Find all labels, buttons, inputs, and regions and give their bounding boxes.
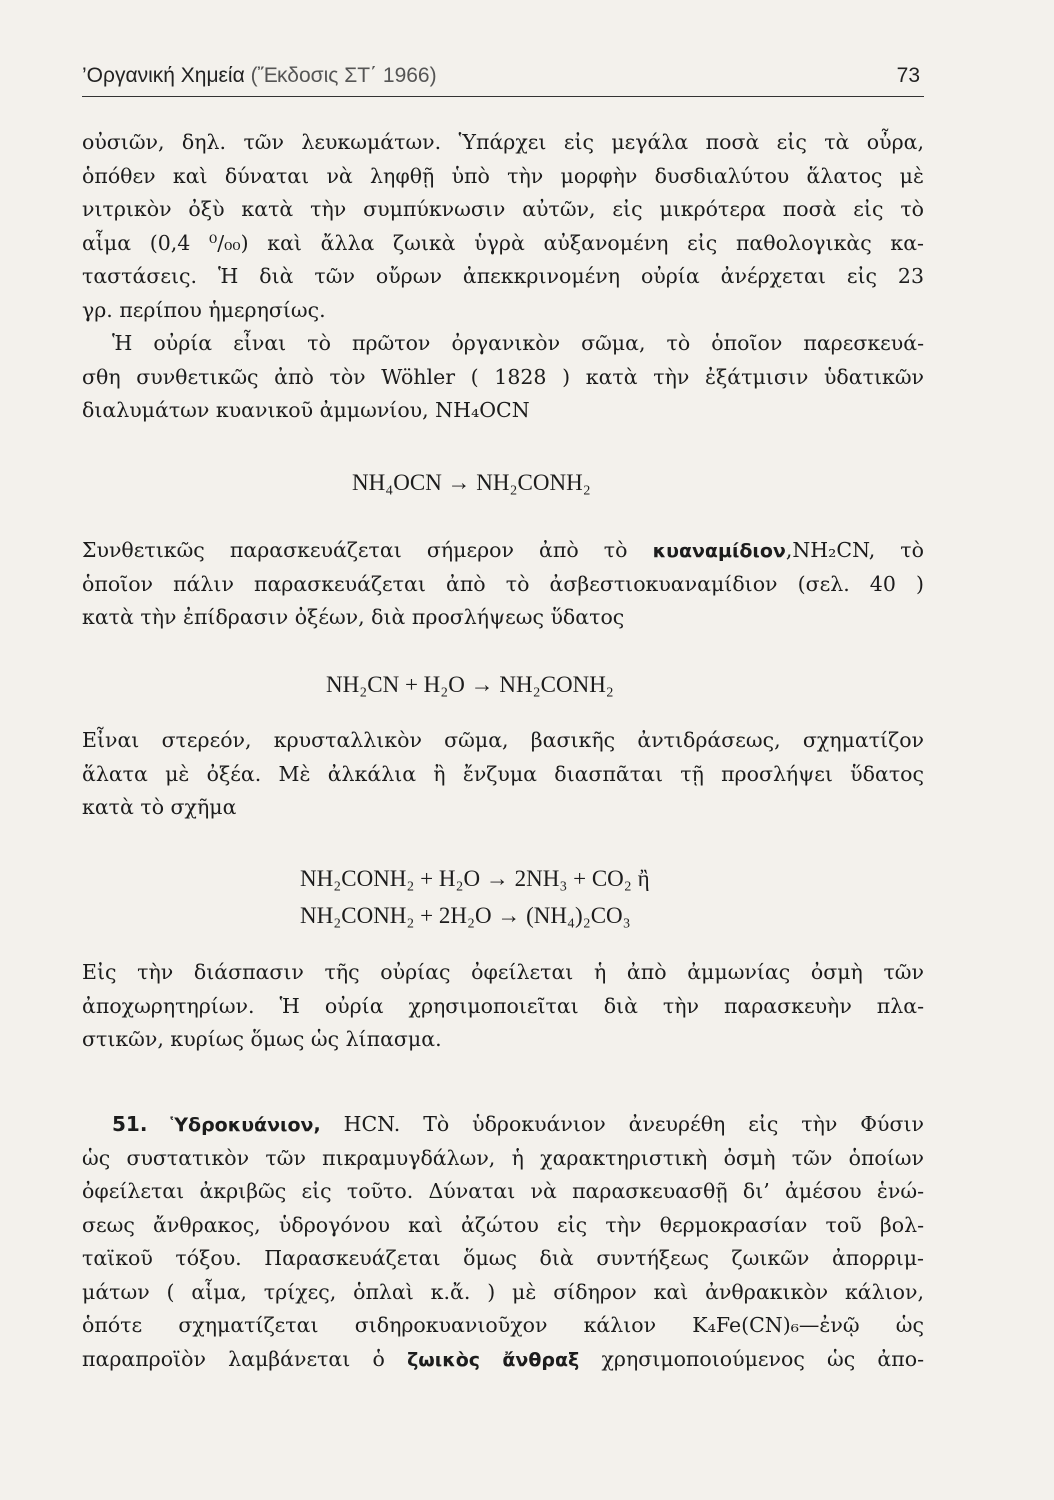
paragraph-4: [82, 724, 924, 825]
text-line: κατὰ τὸ σχῆμα: [82, 795, 237, 819]
section-heading-line: [82, 1108, 924, 1142]
section-formula: HCN.: [343, 1112, 401, 1136]
text-line: στικῶν, κυρίως ὅμως ὡς λίπασμα.: [82, 1027, 442, 1051]
book-title: ’Οργανική Χημεία: [82, 64, 245, 87]
text-line: γρ. περίπου ἡμερησίως.: [82, 297, 326, 322]
equation-1: NH₄OCN → NH₂CONH₂: [352, 470, 591, 495]
text-line: οὐσιῶν, δηλ. τῶν λευκωμάτων. Ὑπάρχει εἰς μεγάλα ποσὰ εἰς τὰ οὖρα,: [82, 130, 924, 154]
running-header: [82, 62, 924, 97]
equation-2: NH₂CN + H₂O → NH₂CONH₂: [326, 672, 614, 697]
text-line: ὁπότε σχηματίζεται σιδηροκυανιοῦχον κάλιον K₄Fe(CN)₆—ἐνῷ ὡς: [82, 1313, 924, 1337]
text-line: ταστάσεις. Ἡ διὰ τῶν οὔρων ἀπεκκρινομένη οὐρία ἀνέρχεται εἰς 23: [82, 264, 924, 288]
text-line: αἷμα (0,4 ⁰/₀₀) καὶ ἄλλα ζωικὰ ὑγρὰ αὐξανομένη εἰς παθολογικὰς κα-: [82, 230, 924, 255]
text-span: χρησιμοποιούμενος ὡς ἀπο-: [601, 1346, 924, 1371]
section-title: Ὑδροκυάνιον,: [170, 1114, 321, 1136]
section-number: 51.: [112, 1112, 148, 1136]
text-line: κατὰ τὴν ἐπίδρασιν ὀξέων, διὰ προσλήψεως ὕδατος: [82, 605, 625, 629]
text-line: [82, 1343, 924, 1377]
paragraph-1: [82, 126, 924, 327]
page-number: 73: [896, 64, 920, 87]
text-line: νιτρικὸν ὀξὺ κατὰ τὴν συμπύκνωσιν αὐτῶν, εἰς μικρότερα ποσὰ εἰς τὸ: [82, 197, 924, 221]
paragraph-2: [82, 327, 924, 428]
equation-4: NH₂CONH₂ + 2H₂O → (NH₄)₂CO₃: [300, 903, 631, 928]
text-span: Συνθετικῶς παρασκευάζεται σήμερον ἀπὸ τὸ: [82, 538, 628, 562]
equation-3: NH₂CONH₂ + H₂O → 2NH₃ + CO₂ ἢ: [300, 866, 650, 891]
text-line: μάτων ( αἷμα, τρίχες, ὁπλαὶ κ.ἄ. ) μὲ σίδηρον καὶ ἀνθρακικὸν κάλιον,: [82, 1279, 924, 1304]
bold-term: ζωικὸς ἄνθραξ: [407, 1348, 580, 1371]
text-line: Ἡ οὐρία εἶναι τὸ πρῶτον ὀργανικὸν σῶμα, τὸ ὁποῖον παρεσκευά-: [112, 331, 924, 355]
text-line: ἅλατα μὲ ὀξέα. Μὲ ἀλκάλια ἢ ἔνζυμα διασπᾶται τῇ προσλήψει ὕδατος: [82, 761, 924, 786]
text-line: ταϊκοῦ τόξου. Παρασκευάζεται ὅμως διὰ συντήξεως ζωικῶν ἀπορριμ-: [82, 1246, 924, 1270]
text-line: ὡς συστατικὸν τῶν πικραμυγδάλων, ἡ χαρακτηριστικὴ ὀσμὴ τῶν ὁποίων: [82, 1145, 924, 1170]
header-title: [82, 64, 437, 88]
bold-term: κυαναμίδιον: [652, 540, 786, 562]
text-line: Εἰς τὴν διάσπασιν τῆς οὐρίας ὀφείλεται ἡ ἀπὸ ἀμμωνίας ὀσμὴ τῶν: [82, 960, 924, 984]
text-line: Εἶναι στερεόν, κρυσταλλικὸν σῶμα, βασικῆς ἀντιδράσεως, σχηματίζον: [82, 728, 924, 752]
text-line: ἀποχωρητηρίων. Ἡ οὐρία χρησιμοποιεῖται διὰ τὴν παρασκευὴν πλα-: [82, 993, 924, 1018]
text-line: [82, 534, 924, 568]
text-span: Τὸ ὑδροκυάνιον ἀνευρέθη εἰς τὴν Φύσιν: [423, 1112, 924, 1136]
text-line: ὁπόθεν καὶ δύναται νὰ ληφθῇ ὑπὸ τὴν μορφὴν δυσδιαλύτου ἅλατος μὲ: [82, 163, 924, 188]
paragraph-5: [82, 956, 924, 1057]
text-line: ὀφείλεται ἀκριβῶς εἰς τοῦτο. Δύναται νὰ παρασκευασθῇ δι’ ἀμέσου ἑνώ-: [82, 1179, 924, 1203]
text-line: σθη συνθετικῶς ἀπὸ τὸν Wöhler ( 1828 ) κατὰ τὴν ἐξάτμισιν ὑδατικῶν: [82, 364, 924, 389]
text-line: ὁποῖον πάλιν παρασκευάζεται ἀπὸ τὸ ἀσβεστιοκυαναμίδιον (σελ. 40 ): [82, 571, 924, 596]
text-span: ,NH₂CN, τὸ: [785, 538, 924, 562]
text-span: παραπροϊὸν λαμβάνεται ὁ: [82, 1346, 385, 1371]
paragraph-3: [82, 534, 924, 635]
section-51: [82, 1108, 924, 1376]
text-line: διαλυμάτων κυανικοῦ ἀμμωνίου, NH₄OCN: [82, 398, 530, 422]
edition-note: (Ἔκδοσις ΣΤ΄ 1966): [250, 64, 437, 87]
text-line: σεως ἄνθρακος, ὑδρογόνου καὶ ἀζώτου εἰς τὴν θερμοκρασίαν τοῦ βολ-: [82, 1212, 924, 1237]
